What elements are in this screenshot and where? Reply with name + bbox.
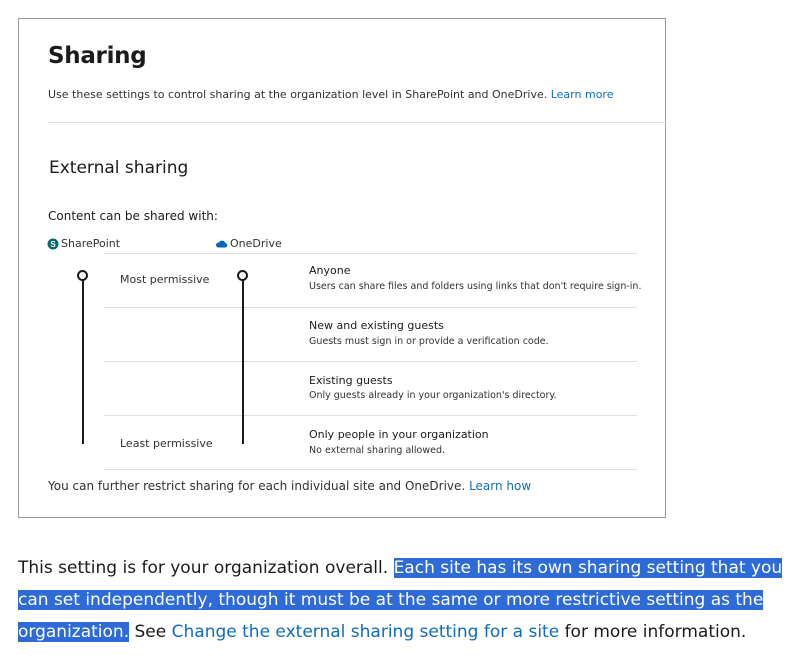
most-permissive-label: Most permissive xyxy=(120,273,210,286)
row-divider xyxy=(104,415,637,416)
subtitle-text: Use these settings to control sharing at the organization level in SharePoint and OneDrive. xyxy=(48,88,548,101)
content-shared-label: Content can be shared with: xyxy=(48,209,218,223)
row-divider xyxy=(104,307,637,308)
option-anyone-title: Anyone xyxy=(309,264,351,277)
footer-note-text: You can further restrict sharing for each individual site and OneDrive. xyxy=(48,479,466,493)
sharing-settings-panel xyxy=(18,18,666,518)
onedrive-column-label xyxy=(215,237,282,250)
row-divider xyxy=(104,469,637,470)
option-existing-guests-title: Existing guests xyxy=(309,374,393,387)
learn-more-link[interactable]: Learn more xyxy=(550,88,614,101)
option-new-existing-guests-title: New and existing guests xyxy=(309,319,444,332)
option-org-only-title: Only people in your organization xyxy=(309,428,489,441)
row-divider xyxy=(104,253,637,254)
option-new-existing-guests-desc: Guests must sign in or provide a verification code. xyxy=(309,336,549,347)
section-title-external-sharing: External sharing xyxy=(49,158,189,178)
svg-text:S: S xyxy=(50,239,56,249)
paragraph-text: See xyxy=(129,622,172,642)
onedrive-slider-track[interactable] xyxy=(242,279,244,444)
least-permissive-label: Least permissive xyxy=(120,437,213,450)
change-external-sharing-link[interactable]: Change the external sharing setting for a site xyxy=(171,622,560,642)
paragraph-text: This setting is for your organization overall. xyxy=(18,558,394,578)
selected-text[interactable]: Each site has its own sharing setting that you can set independently, though it must be at the same or more restrictive setting as the organization. xyxy=(18,558,783,642)
article-paragraph xyxy=(18,552,808,648)
sharepoint-slider-handle[interactable] xyxy=(77,270,88,281)
sharepoint-column-label xyxy=(47,237,120,250)
onedrive-label: OneDrive xyxy=(230,237,282,250)
option-org-only-desc: No external sharing allowed. xyxy=(309,445,446,456)
header-divider xyxy=(48,122,668,123)
footer-note xyxy=(48,479,531,493)
learn-how-link[interactable]: Learn how xyxy=(469,479,532,493)
onedrive-slider-handle[interactable] xyxy=(237,270,248,281)
onedrive-cloud-icon xyxy=(215,239,228,248)
option-existing-guests-desc: Only guests already in your organization's directory. xyxy=(309,390,557,401)
sharepoint-icon xyxy=(47,238,59,250)
paragraph-text: for more information. xyxy=(559,622,747,642)
sharepoint-slider-track[interactable] xyxy=(82,279,84,444)
sharepoint-label: SharePoint xyxy=(61,237,121,250)
page-subtitle xyxy=(48,88,613,101)
row-divider xyxy=(104,361,637,362)
page-title: Sharing xyxy=(48,43,147,69)
option-anyone-desc: Users can share files and folders using links that don't require sign-in. xyxy=(309,281,642,292)
